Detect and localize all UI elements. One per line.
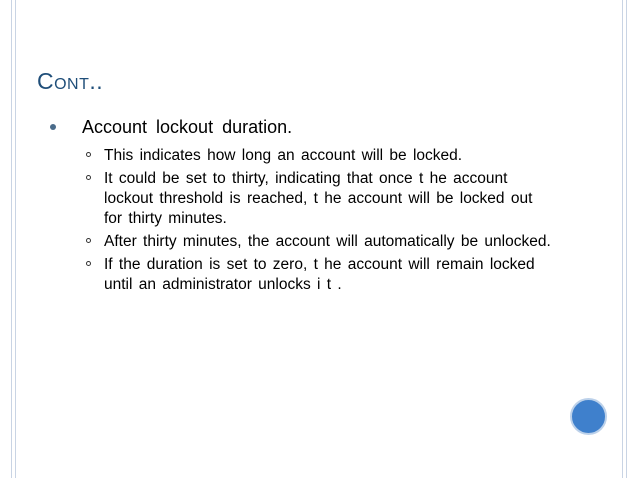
- slide-title: Cont..: [37, 68, 104, 94]
- bullet-text: Account lockout duration.: [82, 117, 293, 137]
- bullet-ring-icon: [86, 152, 91, 157]
- bullet-ring-icon: [86, 238, 91, 243]
- subbullet-indicates-duration: [86, 146, 554, 166]
- bullet-dot-icon: [50, 124, 56, 130]
- bullet-ring-icon: [86, 261, 91, 266]
- subbullet-set-to-thirty: [86, 169, 554, 229]
- subbullet-text: This indicates how long an account will be locked.: [104, 147, 463, 164]
- decorative-circle-icon: [570, 398, 607, 435]
- subbullet-after-thirty-minutes: [86, 232, 554, 252]
- bullet-account-lockout-duration: [50, 116, 570, 138]
- subbullet-text: If the duration is set to zero, t he account will remain locked until an administrator unlocks i t .: [104, 256, 535, 293]
- bullet-ring-icon: [86, 175, 91, 180]
- slide-content: [50, 116, 570, 298]
- subbullet-text: It could be set to thirty, indicating that once t he account lockout threshold is reached, t he account will be locked out for thirty minutes.: [104, 170, 533, 227]
- subbullet-duration-zero: [86, 255, 554, 295]
- subbullet-text: After thirty minutes, the account will automatically be unlocked.: [104, 233, 551, 250]
